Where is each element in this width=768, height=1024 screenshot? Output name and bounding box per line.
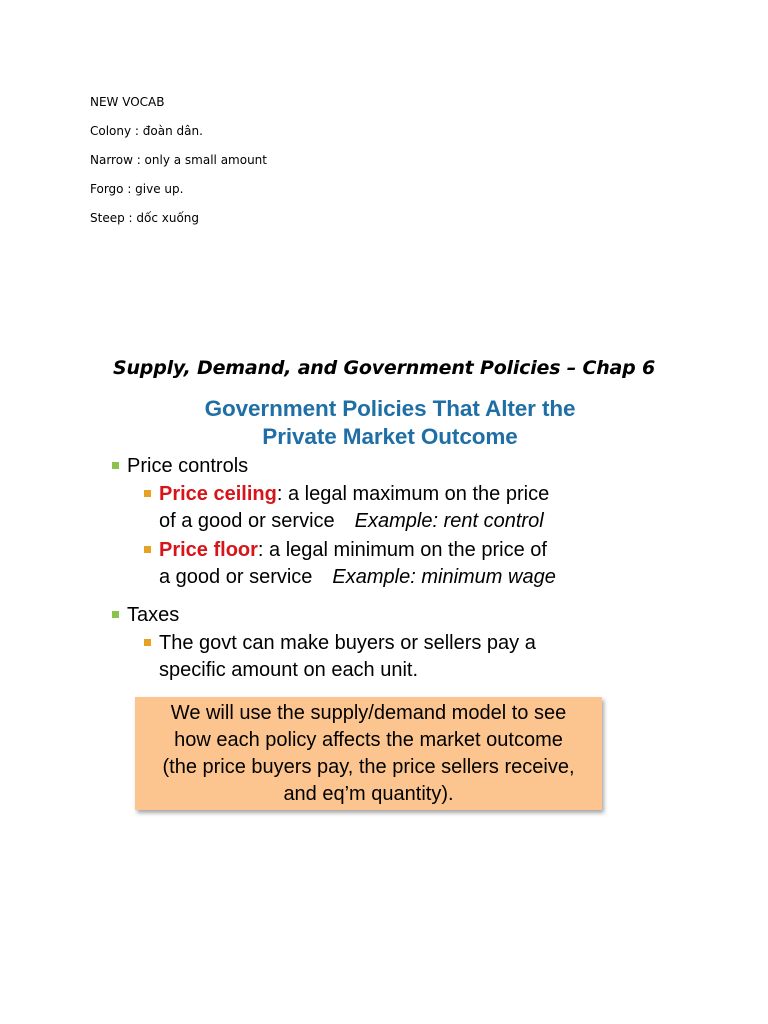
term-price-ceiling: Price ceiling bbox=[159, 483, 277, 505]
definition-text: specific amount on each unit. bbox=[159, 659, 419, 681]
vocab-item: Narrow : only a small amount bbox=[90, 153, 267, 167]
vocab-heading: NEW VOCAB bbox=[90, 95, 165, 109]
slide-title-line: Government Policies That Alter the bbox=[204, 396, 576, 421]
example-text: Example: minimum wage bbox=[332, 566, 556, 588]
section-subtitle: Supply, Demand, and Government Policies – Chap 6 bbox=[112, 357, 656, 379]
bullet-text: Taxes bbox=[127, 604, 180, 626]
example-text: Example: rent control bbox=[354, 510, 544, 532]
orange-square-bullet-icon bbox=[144, 490, 151, 497]
bullet-text: Price controls bbox=[127, 455, 249, 477]
definition-text: : a legal minimum on the price of bbox=[257, 539, 547, 561]
vocab-item: Steep : dốc xuống bbox=[90, 211, 200, 225]
definition-text: a good or service bbox=[159, 566, 313, 588]
green-square-bullet-icon bbox=[112, 611, 119, 618]
orange-square-bullet-icon bbox=[144, 546, 151, 553]
definition-text: : a legal maximum on the price bbox=[276, 483, 550, 505]
vocab-item: Colony : đoàn dân. bbox=[90, 124, 203, 138]
bullet-continuation bbox=[159, 564, 556, 591]
callout-line: (the price buyers pay, the price sellers receive, bbox=[162, 756, 575, 778]
vocab-section bbox=[90, 94, 267, 239]
callout-line: how each policy affects the market outcome bbox=[174, 729, 563, 751]
slide-title bbox=[120, 395, 660, 451]
callout-line: and eq’m quantity). bbox=[283, 783, 454, 805]
callout-line: We will use the supply/demand model to see bbox=[170, 702, 567, 724]
slide-title-line: Private Market Outcome bbox=[262, 424, 518, 449]
bullet-price-controls bbox=[127, 453, 248, 480]
green-square-bullet-icon bbox=[112, 462, 119, 469]
bullet-taxes bbox=[127, 602, 179, 629]
bullet-price-ceiling bbox=[159, 481, 549, 508]
definition-text: The govt can make buyers or sellers pay a bbox=[159, 632, 536, 654]
definition-text: of a good or service bbox=[159, 510, 335, 532]
bullet-continuation bbox=[159, 657, 418, 684]
callout-box bbox=[135, 697, 602, 810]
bullet-continuation bbox=[159, 508, 544, 535]
term-price-floor: Price floor bbox=[159, 539, 258, 561]
bullet-taxes-detail bbox=[159, 630, 536, 657]
orange-square-bullet-icon bbox=[144, 639, 151, 646]
vocab-item: Forgo : give up. bbox=[90, 182, 184, 196]
bullet-price-floor bbox=[159, 537, 547, 564]
